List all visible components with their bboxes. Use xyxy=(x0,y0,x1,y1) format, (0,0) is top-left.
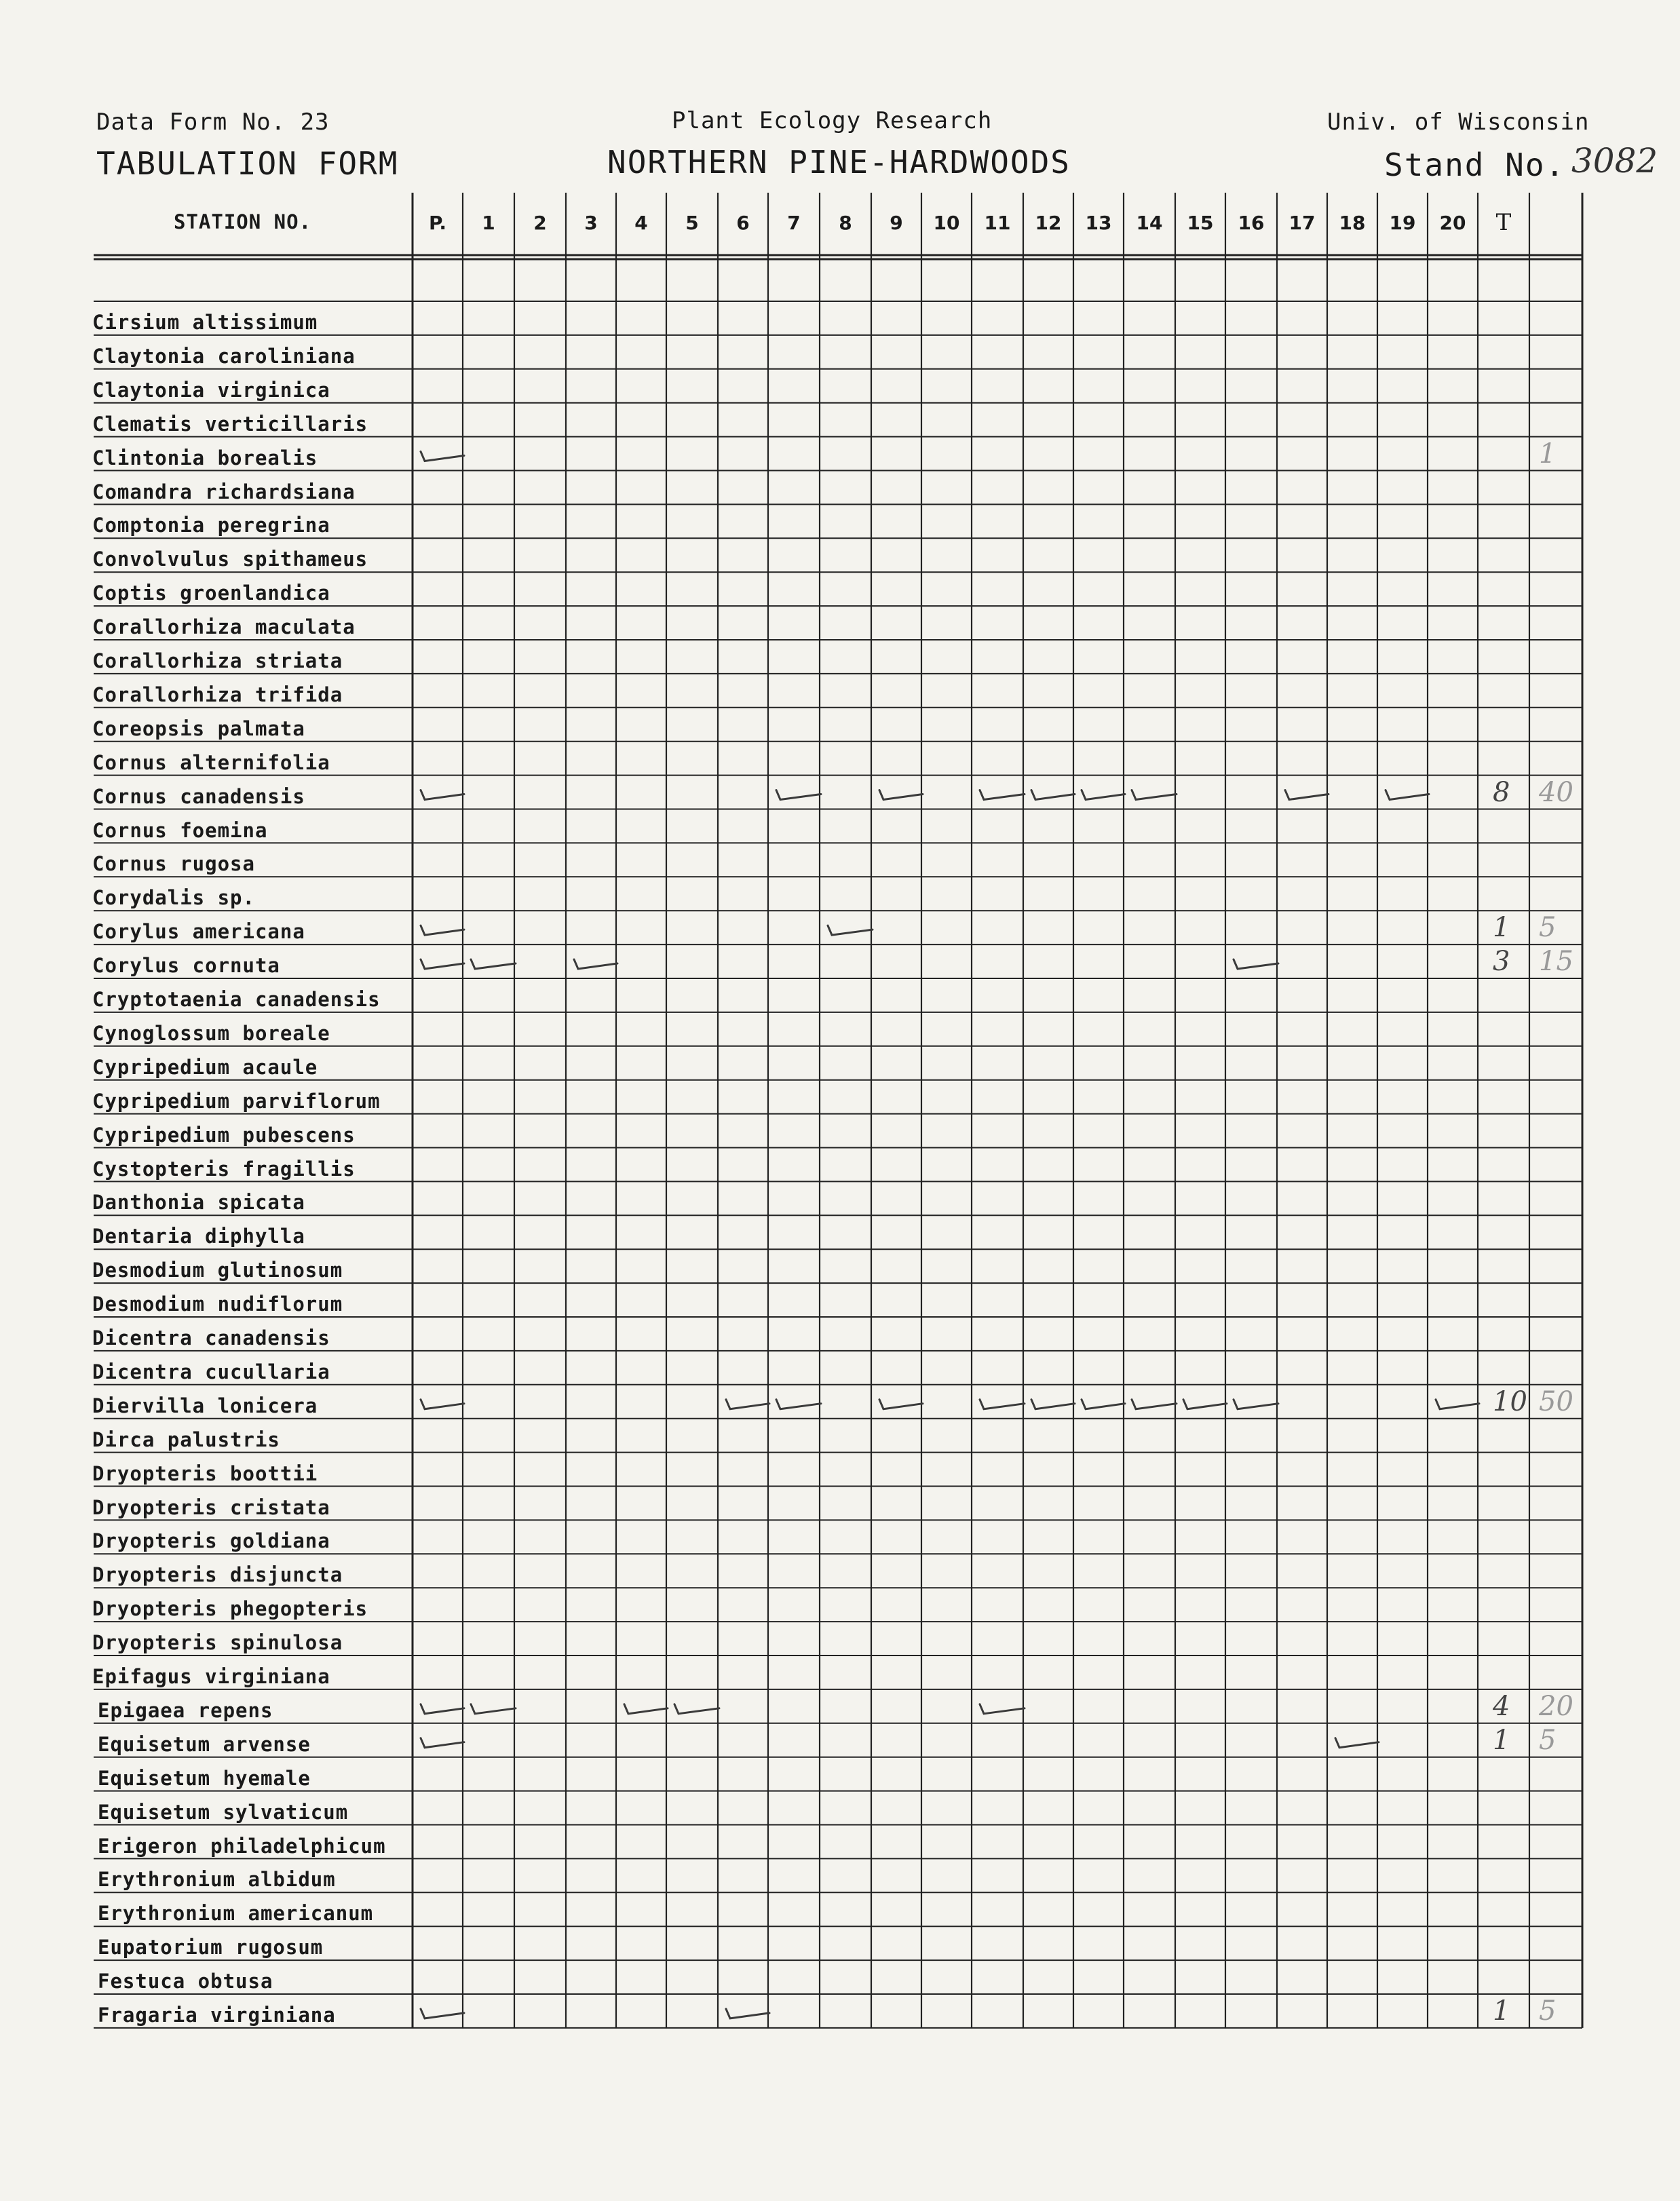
column-header: 12 xyxy=(1035,212,1062,234)
column-header: P. xyxy=(428,212,447,234)
column-header: 8 xyxy=(839,212,852,234)
species-name: Fragaria virginiana xyxy=(98,2004,336,2027)
species-name: Convolvulus spithameus xyxy=(92,548,368,571)
column-header: 17 xyxy=(1288,212,1316,234)
column-header: 6 xyxy=(736,212,750,234)
check-mark xyxy=(726,2009,769,2018)
species-name: Claytonia virginica xyxy=(92,378,330,402)
research-title: Plant Ecology Research xyxy=(672,107,993,134)
check-mark xyxy=(828,925,873,935)
total-count: 1 xyxy=(1493,1995,1510,2027)
check-mark xyxy=(624,1704,668,1714)
frequency-percent: 50 xyxy=(1539,1385,1573,1417)
species-name: Cynoglossum boreale xyxy=(92,1021,330,1045)
check-mark xyxy=(980,1400,1025,1409)
species-name: Cypripedium pubescens xyxy=(92,1123,356,1147)
species-name: Erigeron philadelphicum xyxy=(98,1834,386,1858)
species-name: Desmodium nudiflorum xyxy=(92,1293,343,1316)
check-mark xyxy=(1234,1400,1278,1409)
species-name: Cystopteris fragillis xyxy=(92,1157,356,1181)
check-mark xyxy=(421,1738,464,1748)
species-name: Dryopteris cristata xyxy=(92,1495,330,1519)
species-name: Desmodium glutinosum xyxy=(92,1259,343,1282)
check-mark xyxy=(1285,790,1329,800)
check-mark xyxy=(1234,959,1278,969)
stand-number: 3082 xyxy=(1571,141,1658,180)
species-name: Comandra richardsiana xyxy=(92,480,356,503)
species-name: Eupatorium rugosum xyxy=(98,1936,324,1959)
check-mark xyxy=(421,1400,464,1409)
total-count: 1 xyxy=(1493,912,1510,944)
frequency-percent: 5 xyxy=(1539,912,1557,944)
column-header: 9 xyxy=(890,212,903,234)
column-header: 11 xyxy=(984,212,1011,234)
species-name: Equisetum hyemale xyxy=(98,1766,311,1790)
species-name: Cryptotaenia canadensis xyxy=(92,988,381,1011)
check-mark xyxy=(980,1704,1025,1714)
check-mark xyxy=(1386,790,1429,800)
column-header: 4 xyxy=(634,212,648,234)
species-name: Claytonia caroliniana xyxy=(92,344,356,368)
species-name: Dirca palustris xyxy=(92,1428,280,1451)
column-header: 14 xyxy=(1136,212,1163,234)
column-header: 3 xyxy=(584,212,598,234)
total-count: 1 xyxy=(1493,1724,1510,1756)
column-header: 18 xyxy=(1339,212,1366,234)
species-name: Comptonia peregrina xyxy=(92,514,330,537)
total-count: 8 xyxy=(1493,776,1510,808)
species-name: Corallorhiza maculata xyxy=(92,615,356,639)
frequency-percent: 40 xyxy=(1539,776,1573,808)
species-name: Clematis verticillaris xyxy=(92,412,368,436)
check-mark xyxy=(421,925,464,935)
species-name: Corydalis sp. xyxy=(92,886,255,910)
column-header: 13 xyxy=(1085,212,1112,234)
check-mark xyxy=(674,1704,719,1714)
species-name: Cypripedium parviflorum xyxy=(92,1089,381,1113)
check-mark xyxy=(574,959,617,969)
species-name: Dicentra cucullaria xyxy=(92,1360,330,1383)
species-name: Epigaea repens xyxy=(98,1698,273,1722)
column-header: 7 xyxy=(787,212,801,234)
column-header: 16 xyxy=(1238,212,1265,234)
species-name: Cornus foemina xyxy=(92,818,268,842)
check-mark xyxy=(1132,1400,1177,1409)
frequency-percent: 5 xyxy=(1539,1995,1557,2027)
column-header: 10 xyxy=(933,212,960,234)
station-no-header: STATION NO. xyxy=(174,210,312,233)
column-header: T xyxy=(1495,209,1512,236)
species-name: Dentaria diphylla xyxy=(92,1225,305,1248)
frequency-percent: 1 xyxy=(1539,438,1557,470)
check-mark xyxy=(879,790,923,800)
check-mark xyxy=(421,1704,464,1714)
frequency-percent: 5 xyxy=(1539,1724,1557,1756)
species-name: Dryopteris boottii xyxy=(92,1461,318,1485)
species-name: Cypripedium acaule xyxy=(92,1055,318,1079)
species-name: Equisetum arvense xyxy=(98,1732,311,1756)
check-mark xyxy=(421,2009,464,2018)
total-count: 4 xyxy=(1493,1690,1510,1722)
species-name: Cornus canadensis xyxy=(92,784,305,808)
check-mark xyxy=(1031,790,1075,800)
species-name: Dicentra canadensis xyxy=(92,1326,330,1350)
check-mark xyxy=(726,1400,769,1409)
university-name: Univ. of Wisconsin xyxy=(1327,109,1590,136)
column-header: 20 xyxy=(1439,212,1466,234)
check-mark xyxy=(1335,1738,1379,1748)
total-count: 10 xyxy=(1493,1385,1527,1417)
check-mark xyxy=(471,1704,516,1714)
check-mark xyxy=(879,1400,923,1409)
species-name: Dryopteris spinulosa xyxy=(92,1631,343,1655)
species-name: Corylus americana xyxy=(92,920,305,944)
check-mark xyxy=(421,959,464,969)
species-name: Corallorhiza trifida xyxy=(92,683,343,706)
check-mark xyxy=(1082,790,1125,800)
species-name: Epifagus virginiana xyxy=(92,1665,330,1688)
check-mark xyxy=(1183,1400,1227,1409)
species-name: Erythronium americanum xyxy=(98,1902,374,1926)
check-mark xyxy=(1436,1400,1479,1409)
check-mark xyxy=(776,1400,821,1409)
species-name: Corylus cornuta xyxy=(92,954,280,978)
species-name: Erythronium albidum xyxy=(98,1868,336,1892)
species-name: Diervilla lonicera xyxy=(92,1394,318,1417)
frequency-percent: 15 xyxy=(1539,946,1573,978)
column-header: 5 xyxy=(685,212,699,234)
species-name: Cornus rugosa xyxy=(92,852,255,876)
check-mark xyxy=(421,790,464,800)
check-mark xyxy=(1082,1400,1125,1409)
check-mark xyxy=(421,452,464,461)
species-name: Danthonia spicata xyxy=(92,1191,305,1214)
form-number: Data Form No. 23 xyxy=(96,109,330,136)
species-name: Cornus alternifolia xyxy=(92,750,330,774)
species-name: Festuca obtusa xyxy=(98,1970,273,1993)
column-header: 1 xyxy=(482,212,495,234)
stand-label: Stand No. xyxy=(1384,147,1566,183)
community-title: NORTHERN PINE-HARDWOODS xyxy=(607,144,1071,180)
species-name: Dryopteris phegopteris xyxy=(92,1597,368,1621)
check-mark xyxy=(1031,1400,1075,1409)
check-mark xyxy=(980,790,1025,800)
frequency-percent: 20 xyxy=(1539,1690,1573,1722)
column-header: 19 xyxy=(1389,212,1416,234)
species-name: Equisetum sylvaticum xyxy=(98,1800,349,1824)
form-title: TABULATION FORM xyxy=(96,145,399,182)
check-mark xyxy=(1132,790,1177,800)
total-count: 3 xyxy=(1493,946,1510,978)
column-header: 2 xyxy=(533,212,547,234)
check-mark xyxy=(776,790,821,800)
species-name: Clintonia borealis xyxy=(92,446,318,470)
column-header: 15 xyxy=(1187,212,1214,234)
species-name: Coptis groenlandica xyxy=(92,581,330,605)
species-name: Coreopsis palmata xyxy=(92,716,305,740)
check-mark xyxy=(471,959,516,969)
species-name: Cirsium altissimum xyxy=(92,311,318,334)
species-name: Dryopteris disjuncta xyxy=(92,1563,343,1587)
species-name: Corallorhiza striata xyxy=(92,649,343,672)
species-name: Dryopteris goldiana xyxy=(92,1529,330,1553)
